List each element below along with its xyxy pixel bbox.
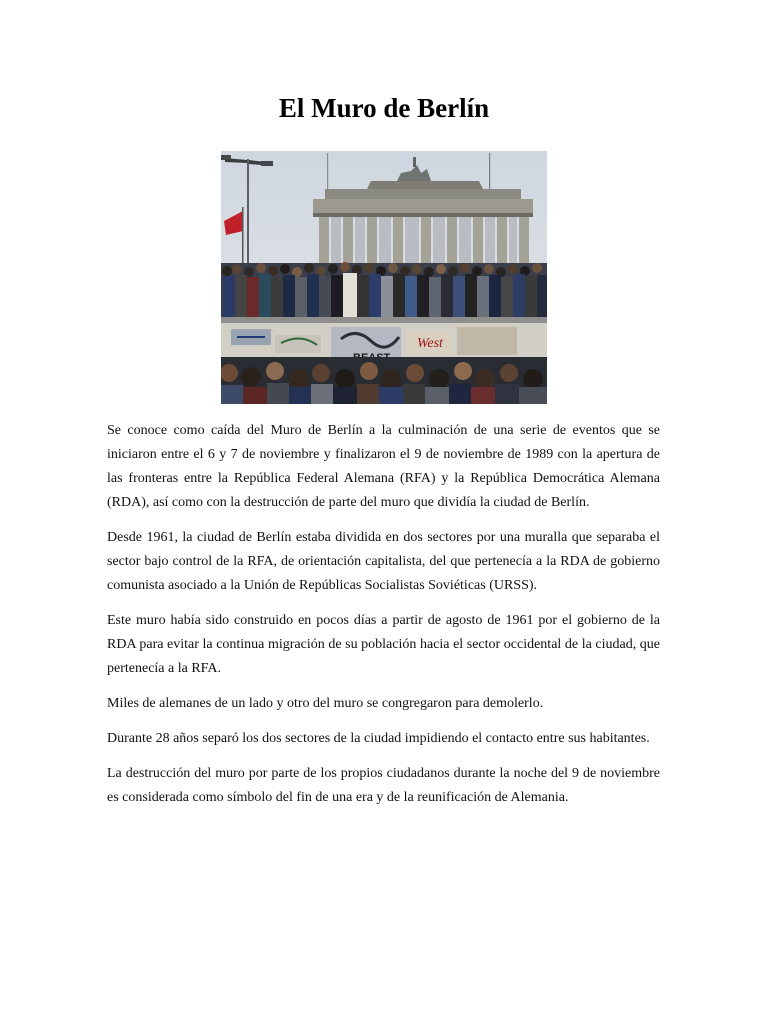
article-body bbox=[107, 419, 660, 821]
paragraph-1: Se conoce como caída del Muro de Berlín a la culminación de una serie de eventos que se iniciaron entre el 6 y 7 de noviembre y finalizaron el 9 de noviembre de 1989 con la apertura de las fronteras entre la República Federal Alemana (RFA) y la República Democrática Alemana (RDA), así como con la destrucción de parte del muro que dividía la ciudad de Berlín. bbox=[107, 423, 660, 510]
paragraph-4: Miles de alemanes de un lado y otro del muro se congregaron para demolerlo. bbox=[107, 696, 544, 711]
paragraph-5: Durante 28 años separó los dos sectores de la ciudad impidiendo el contacto entre sus habitantes. bbox=[107, 731, 650, 746]
paragraph-3: Este muro había sido construido en pocos días a partir de agosto de 1961 por el gobierno de la RDA para evitar la continua migración de su población hacia el sector occidental de la ciudad, que pertenecía a la RFA. bbox=[107, 613, 660, 676]
graffiti-west: West bbox=[417, 336, 443, 351]
berlin-wall-photo bbox=[221, 151, 547, 404]
paragraph-6: La destrucción del muro por parte de los propios ciudadanos durante la noche del 9 de noviembre es considerada como símbolo del fin de una era y de la reunificación de Alemania. bbox=[107, 766, 660, 805]
paragraph-2: Desde 1961, la ciudad de Berlín estaba dividida en dos sectores por una muralla que separaba el sector bajo control de la RFA, de orientación capitalista, del que pertenecía a la RDA de gobierno comunista asociado a la Unión de Repúblicas Socialistas Soviéticas (URSS). bbox=[107, 530, 660, 593]
page-title: El Muro de Berlín bbox=[278, 93, 490, 123]
